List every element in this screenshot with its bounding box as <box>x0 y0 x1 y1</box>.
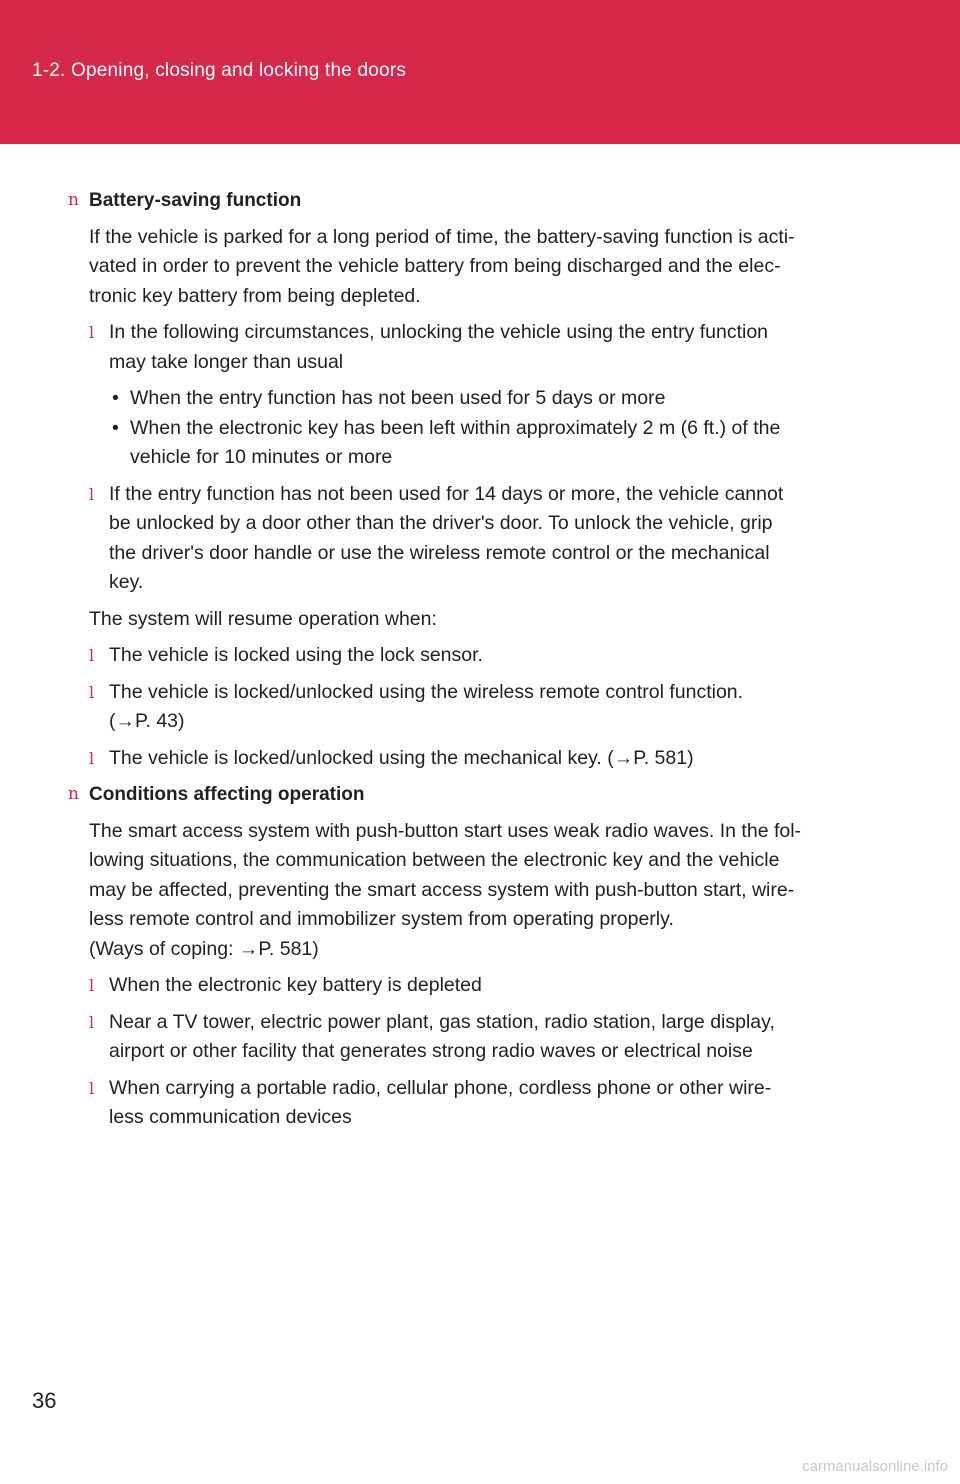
text-line: When the entry function has not been used for 5 days or more <box>130 387 666 409</box>
text-line: If the vehicle is parked for a long period of time, the battery-saving function is acti- <box>89 225 795 248</box>
list-item <box>68 480 868 598</box>
square-bullet-icon: n <box>68 784 79 804</box>
paragraph: The system will resume operation when: <box>89 607 437 630</box>
dot-bullet-icon: • <box>112 416 119 439</box>
bullet-icon: l <box>89 976 95 995</box>
dot-bullet-icon: • <box>112 387 119 409</box>
header-band <box>0 0 960 144</box>
list-item <box>68 971 868 1001</box>
page-number: 36 <box>32 1388 57 1413</box>
bullet-icon: l <box>89 682 95 702</box>
text-line: When the electronic key battery is depleted <box>109 974 482 996</box>
sub-list-item <box>68 414 868 473</box>
text-line: If the entry function has not been used for 14 days or more, the vehicle cannot <box>109 482 784 505</box>
text-line: key. <box>109 571 144 593</box>
list-item <box>68 641 868 671</box>
sub-list-item <box>68 384 868 414</box>
list-item <box>68 678 868 737</box>
text-line: lowing situations, the communication between the electronic key and the vehicle <box>89 849 780 871</box>
list-item <box>68 744 868 774</box>
section-heading <box>68 780 868 810</box>
battery-saving-section <box>68 186 868 773</box>
list-item <box>68 1074 868 1133</box>
paragraph <box>68 223 868 312</box>
bullet-icon: l <box>89 1012 95 1032</box>
text-line: less communication devices <box>109 1106 352 1128</box>
page-reference: (→P. 43) <box>109 710 185 732</box>
text-line: When carrying a portable radio, cellular phone, cordless phone or other wire- <box>109 1076 772 1099</box>
square-bullet-icon: n <box>68 190 79 210</box>
text-line: The vehicle is locked/unlocked using the mechanical key. (→P. 581) <box>109 746 694 769</box>
page-reference: (Ways of coping: →P. 581) <box>89 937 319 960</box>
bullet-icon: l <box>89 484 95 504</box>
heading-text: Battery-saving function <box>89 190 302 211</box>
text-line: vated in order to prevent the vehicle battery from being discharged and the elec- <box>89 255 781 277</box>
page-content <box>68 186 868 1140</box>
watermark: carmanualsonline.info <box>802 1458 948 1475</box>
bullet-icon: l <box>89 748 95 768</box>
text-line: The vehicle is locked using the lock sensor. <box>109 644 483 666</box>
section-heading <box>68 186 868 216</box>
conditions-section <box>68 780 868 1133</box>
section-title: 1-2. Opening, closing and locking the doors <box>32 60 407 81</box>
text-line: The vehicle is locked/unlocked using the wireless remote control function. <box>109 680 744 703</box>
text-line: In the following circumstances, unlocking the vehicle using the entry function <box>109 321 769 343</box>
list-item <box>68 318 868 377</box>
text-line: the driver's door handle or use the wireless remote control or the mechanical <box>109 541 770 564</box>
paragraph <box>68 817 868 965</box>
text-line: be unlocked by a door other than the driver's door. To unlock the vehicle, grip <box>109 512 773 534</box>
list-item <box>68 1008 868 1067</box>
text-line: airport or other facility that generates strong radio waves or electrical noise <box>109 1040 753 1062</box>
text-line: The smart access system with push-button start uses weak radio waves. In the fol- <box>89 819 802 842</box>
text-line: Near a TV tower, electric power plant, gas station, radio station, large display, <box>109 1010 775 1033</box>
text-line: may be affected, preventing the smart access system with push-button start, wire- <box>89 878 795 901</box>
text-line: tronic key battery from being depleted. <box>89 284 421 307</box>
text-line: When the electronic key has been left within approximately 2 m (6 ft.) of the <box>130 416 781 439</box>
text-line: may take longer than usual <box>109 350 344 373</box>
bullet-icon: l <box>89 323 95 342</box>
bullet-icon: l <box>89 646 95 665</box>
sub-list <box>68 384 868 473</box>
text-line: vehicle for 10 minutes or more <box>130 446 393 468</box>
bullet-icon: l <box>89 1078 95 1098</box>
heading-text: Conditions affecting operation <box>89 784 365 805</box>
text-line: less remote control and immobilizer system from operating properly. <box>89 908 674 930</box>
